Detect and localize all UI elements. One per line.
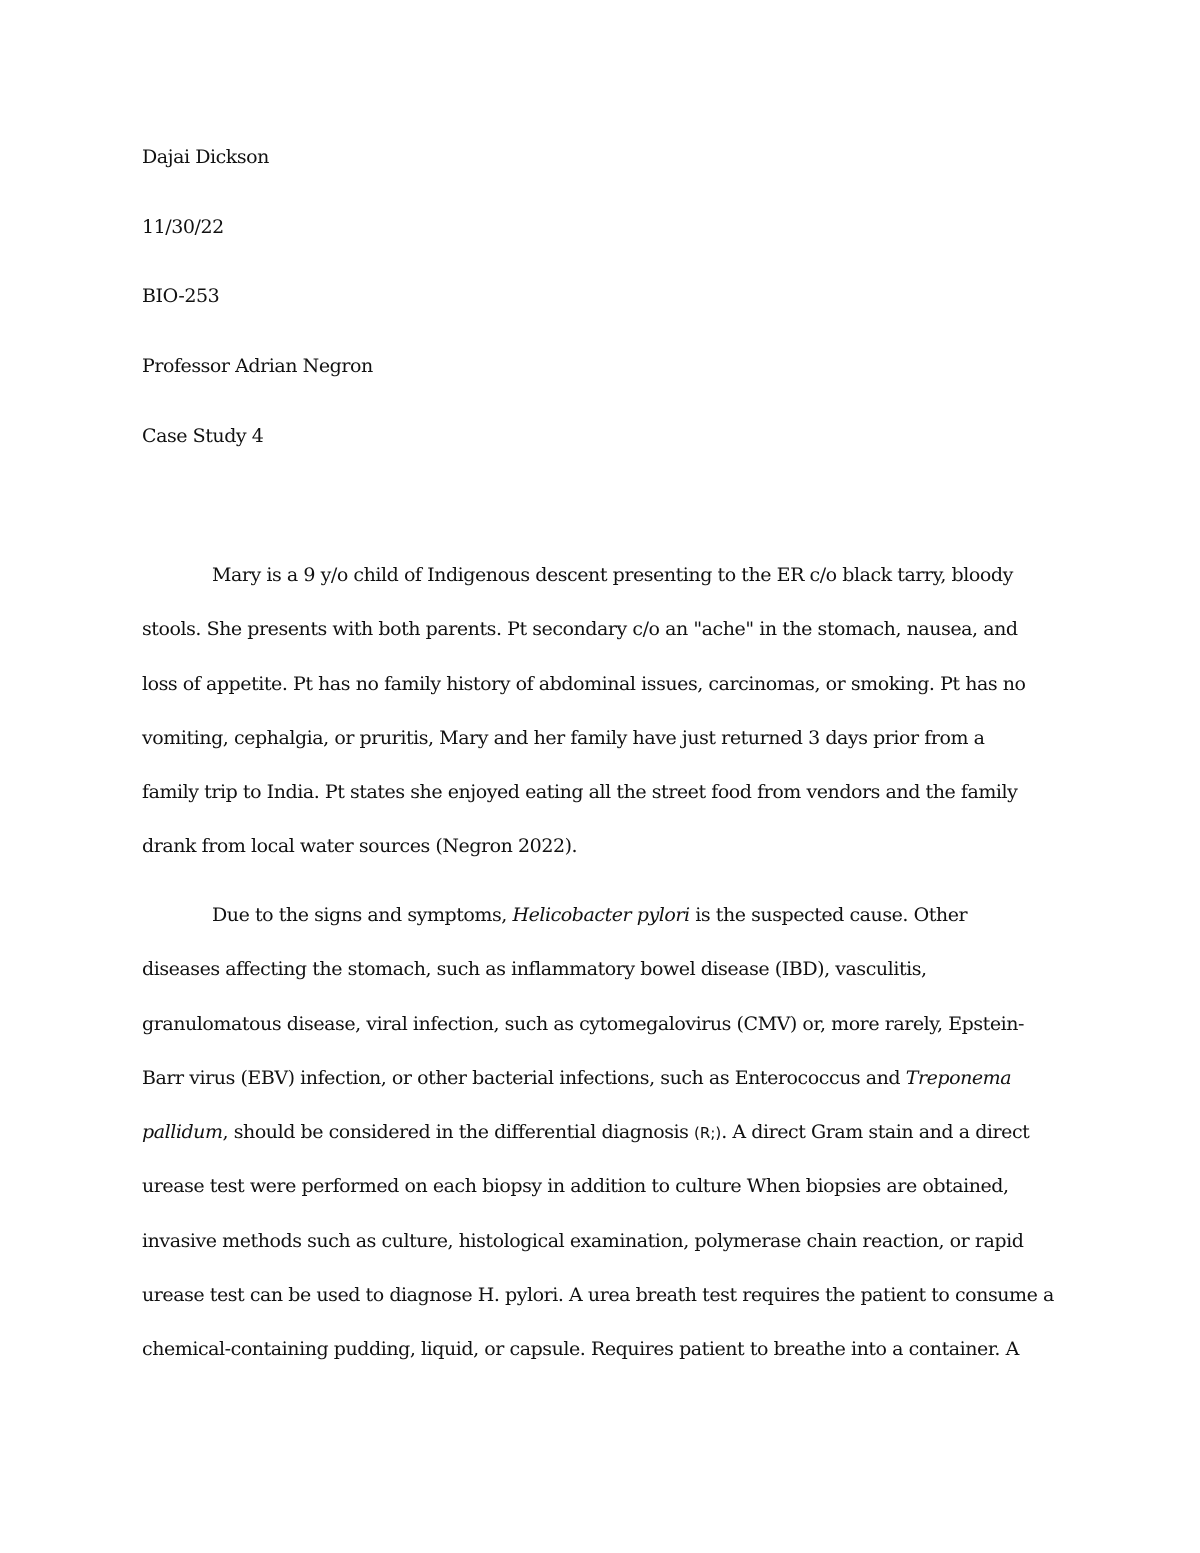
paragraph-line: drank from local water sources (Negron 2022). [142, 835, 578, 857]
paragraph-line: diseases affecting the stomach, such as inflammatory bowel disease (IBD), vasculitis, [142, 958, 927, 980]
paragraph-line: invasive methods such as culture, histological examination, polymerase chain reaction, or rapid [142, 1230, 1024, 1252]
paragraph-line: urease test can be used to diagnose H. pylori. A urea breath test requires the patient to consume a [142, 1284, 1054, 1306]
text-run: , should be considered in the differential diagnosis [222, 1121, 695, 1143]
text-run: is the suspected cause. Other [689, 904, 968, 926]
paragraph-line: stools. She presents with both parents. Pt secondary c/o an "ache" in the stomach, nausea, and [142, 618, 1018, 640]
citation-marker: (R;) [694, 1124, 722, 1142]
paragraph-line: family trip to India. Pt states she enjoyed eating all the street food from vendors and the family [142, 781, 1018, 803]
paragraph-line: granulomatous disease, viral infection, such as cytomegalovirus (CMV) or, more rarely, Epstein- [142, 1013, 1024, 1035]
paragraph-line [142, 1120, 1029, 1145]
student-name: Dajai Dickson [142, 146, 269, 168]
paragraph-line [142, 1066, 1011, 1090]
paragraph-line: urease test were performed on each biopsy in addition to culture When biopsies are obtained, [142, 1175, 1009, 1197]
paragraph-line: vomiting, cephalgia, or pruritis, Mary and her family have just returned 3 days prior from a [142, 727, 985, 749]
submission-date: 11/30/22 [142, 216, 224, 238]
assignment-title: Case Study 4 [142, 425, 264, 447]
organism-name: Helicobacter pylori [512, 904, 690, 926]
course-code: BIO-253 [142, 285, 220, 307]
organism-name: Treponema [905, 1067, 1012, 1089]
text-run: Barr virus (EBV) infection, or other bacterial infections, such as Enterococcus and [142, 1067, 906, 1089]
text-run: Due to the signs and symptoms, [212, 904, 513, 926]
organism-name: pallidum [142, 1121, 223, 1143]
professor-name: Professor Adrian Negron [142, 355, 373, 377]
paragraph-line [212, 903, 967, 927]
paragraph-line: loss of appetite. Pt has no family history of abdominal issues, carcinomas, or smoking. Pt has no [142, 673, 1026, 695]
text-run: . A direct Gram stain and a direct [721, 1121, 1030, 1143]
paragraph-line: Mary is a 9 y/o child of Indigenous descent presenting to the ER c/o black tarry, bloody [212, 564, 1013, 586]
paragraph-line: chemical-containing pudding, liquid, or capsule. Requires patient to breathe into a container. A [142, 1338, 1019, 1360]
